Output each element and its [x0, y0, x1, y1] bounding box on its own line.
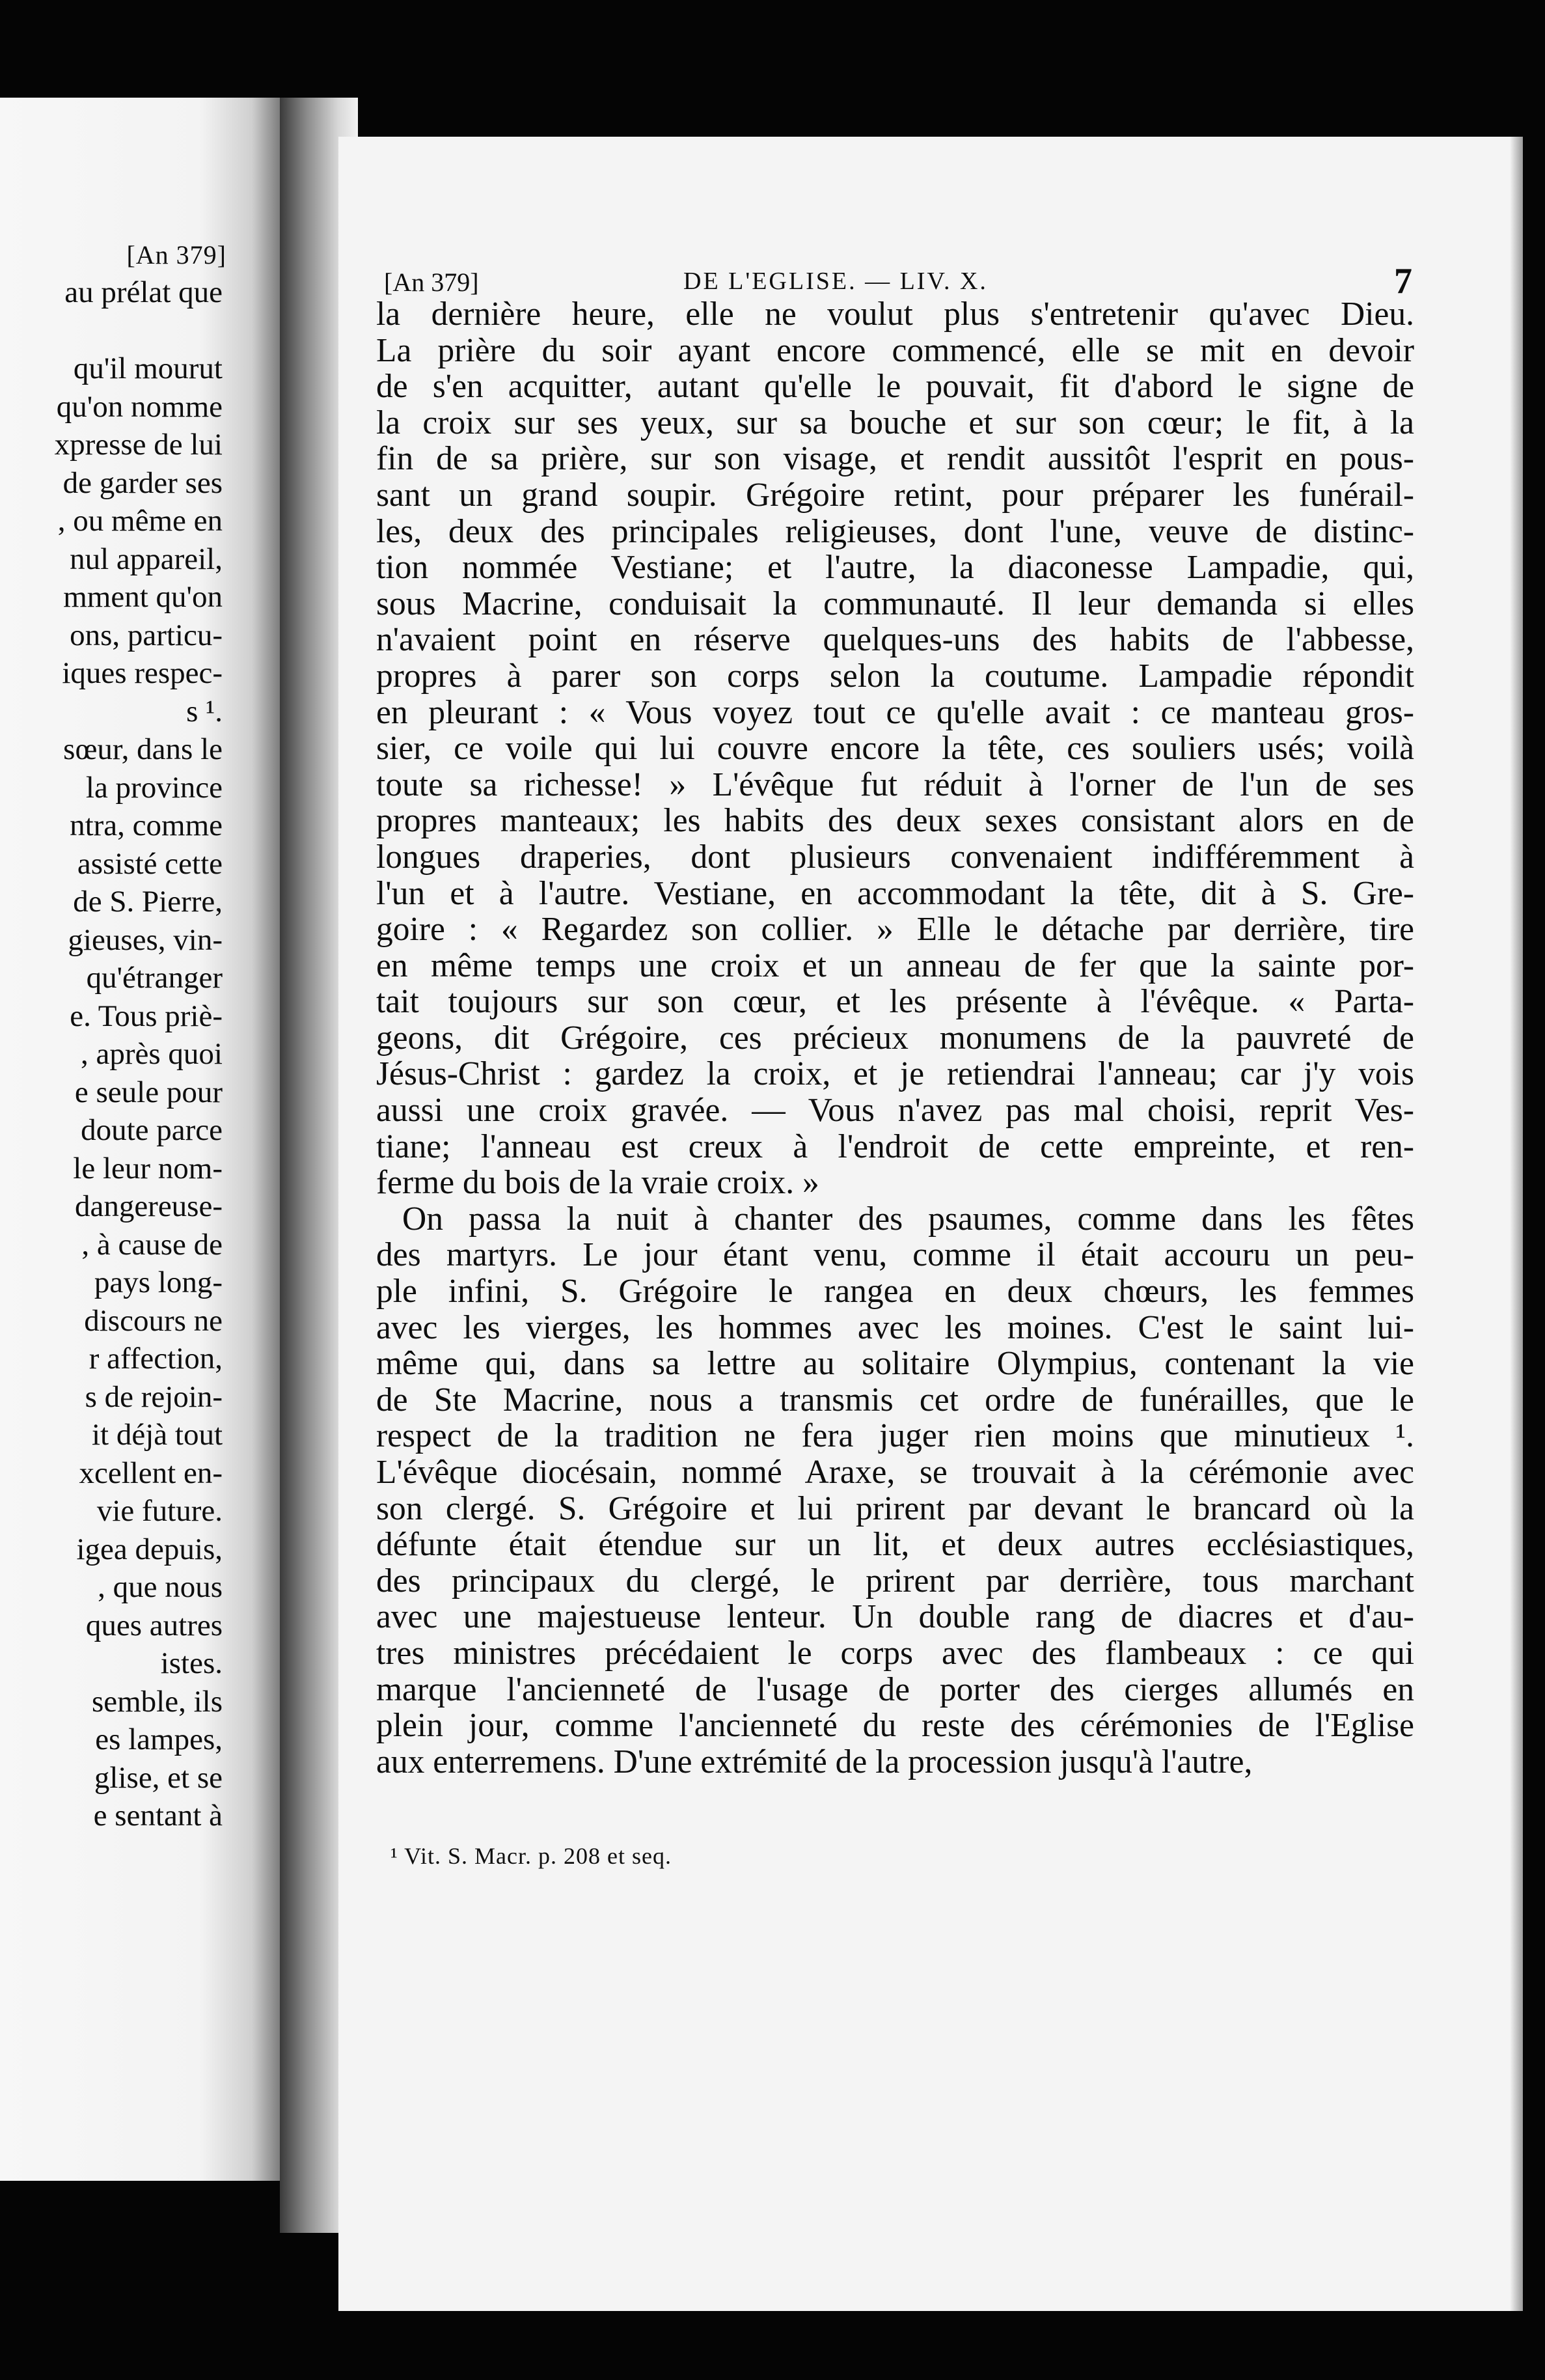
facing-page-line: la province	[85, 770, 223, 805]
facing-page-line: assisté cette	[77, 846, 223, 881]
text-line: aux enterremens. D'une extrémité de la procession jusqu'à l'autre,	[376, 1743, 1253, 1780]
facing-page-header: [An 379]	[126, 240, 226, 270]
facing-page-line: , que nous	[98, 1570, 223, 1604]
page-edge	[1510, 137, 1523, 2311]
text-line: ple infini, S. Grégoire le rangea en deux chœurs, les femmes	[376, 1273, 1414, 1310]
text-line: n'avaient point en réserve quelques-uns des habits de l'abbesse,	[376, 622, 1414, 658]
facing-page-line: e seule pour	[74, 1075, 223, 1109]
text-line: avec les vierges, les hommes avec les moines. C'est le saint lui-	[376, 1309, 1414, 1346]
facing-page-line: de garder ses	[62, 465, 223, 500]
facing-page-line: discours ne	[84, 1303, 223, 1338]
facing-page-line: le leur nom-	[73, 1151, 223, 1185]
facing-page-line: pays long-	[94, 1266, 223, 1299]
text-line: tres ministres précédaient le corps avec des flambeaux : ce qui	[376, 1635, 1414, 1672]
text-line: sant un grand soupir. Grégoire retint, pour préparer les funérail-	[376, 477, 1414, 514]
facing-page-line: iques respec-	[62, 656, 223, 690]
facing-page	[0, 98, 286, 2181]
facing-page-line: qu'étranger	[86, 961, 223, 995]
facing-page-line: qu'on nomme	[56, 389, 223, 424]
text-line: la croix sur ses yeux, sur sa bouche et sur son cœur; le fit, à la	[376, 404, 1414, 441]
text-line: défunte était étendue sur un lit, et deux autres ecclésiastiques,	[376, 1527, 1414, 1563]
facing-page-line: , ou même en	[57, 504, 223, 538]
facing-page-line: doute parce	[81, 1113, 223, 1147]
text-line: même qui, dans sa lettre au solitaire Olympius, contenant la vie	[376, 1346, 1414, 1382]
text-line: La prière du soir ayant encore commencé, elle se mit en devoir	[376, 332, 1414, 369]
facing-page-line: it déjà tout	[91, 1418, 223, 1452]
facing-page-line: ons, particu-	[70, 618, 223, 652]
text-line: toute sa richesse! » L'évêque fut réduit à l'orner de l'un de ses	[376, 766, 1414, 803]
facing-page-line: , à cause de	[81, 1227, 223, 1262]
facing-page-line: mment qu'on	[63, 580, 223, 614]
page-number: 7	[1394, 261, 1412, 301]
text-line: respect de la tradition ne fera juger rien moins que minutieux ¹.	[376, 1418, 1414, 1454]
text-line: aussi une croix gravée. — Vous n'avez pas mal choisi, reprit Ves-	[376, 1092, 1414, 1129]
facing-page-line: qu'il mourut	[73, 352, 223, 385]
text-line: L'évêque diocésain, nommé Araxe, se trouvait à la cérémonie avec	[376, 1454, 1414, 1491]
facing-page-line: e sentant à	[93, 1799, 223, 1833]
text-line: longues draperies, dont plusieurs convenaient indifféremment à	[376, 838, 1414, 876]
facing-page-line: s ¹.	[186, 694, 223, 728]
text-line: propres manteaux; les habits des deux sexes consistant alors en de	[376, 803, 1414, 839]
book-page	[338, 137, 1510, 2311]
text-line: tait toujours sur son cœur, et les présente à l'évêque. « Parta-	[376, 984, 1414, 1020]
text-line: en même temps une croix et un anneau de fer que la sainte por-	[376, 947, 1414, 984]
facing-page-line: au prélat que	[64, 275, 223, 309]
facing-page-line: sœur, dans le	[63, 732, 223, 766]
facing-page-line: e. Tous priè-	[70, 999, 223, 1033]
text-line: sier, ce voile qui lui couvre encore la tête, ces souliers usés; voilà	[376, 730, 1414, 767]
facing-page-line: istes.	[160, 1646, 223, 1680]
text-line: propres à parer son corps selon la coutume. Lampadie répondit	[376, 657, 1414, 695]
text-line: en pleurant : « Vous voyez tout ce qu'elle avait : ce manteau gros-	[376, 694, 1414, 731]
text-line: avec une majestueuse lenteur. Un double rang de diacres et d'au-	[376, 1599, 1414, 1635]
facing-page-line: s de rejoin-	[85, 1379, 223, 1414]
text-line: geons, dit Grégoire, ces précieux monumens de la pauvreté de	[376, 1019, 1414, 1057]
text-line: ferme du bois de la vraie croix. »	[376, 1165, 819, 1201]
text-line: tiane; l'anneau est creux à l'endroit de cette empreinte, et ren-	[376, 1128, 1414, 1165]
facing-page-line: vie future.	[96, 1494, 223, 1528]
facing-page-line: dangereuse-	[74, 1189, 223, 1223]
text-line: fin de sa prière, sur son visage, et rendit aussitôt l'esprit en pous-	[376, 441, 1414, 477]
facing-page-line: xcellent en-	[79, 1456, 223, 1490]
facing-page-line: es lampes,	[95, 1723, 223, 1756]
running-head-title: DE L'EGLISE. — LIV. X.	[683, 268, 988, 295]
facing-page-line: r affection,	[89, 1342, 223, 1376]
text-line: On passa la nuit à chanter des psaumes, comme dans les fêtes	[402, 1200, 1414, 1238]
facing-page-line: nul appareil,	[70, 542, 223, 576]
facing-page-line	[55, 312, 223, 350]
text-line: de s'en acquitter, autant qu'elle le pouvait, fit d'abord le signe de	[376, 368, 1414, 405]
facing-page-line: gieuses, vin-	[68, 922, 223, 957]
facing-page-line: ques autres	[85, 1608, 223, 1642]
text-line: Jésus-Christ : gardez la croix, et je retiendrai l'anneau; car j'y vois	[376, 1056, 1414, 1093]
running-head	[384, 260, 1412, 299]
text-line: l'un et à l'autre. Vestiane, en accommodant la tête, dit à S. Gre-	[376, 875, 1414, 912]
text-line: la dernière heure, elle ne voulut plus s'entretenir qu'avec Dieu.	[376, 296, 1414, 333]
facing-page-line: ntra, comme	[70, 809, 223, 842]
page-body-text	[376, 296, 1414, 1780]
text-line: des martyrs. Le jour étant venu, comme il était accouru un peu-	[376, 1237, 1414, 1274]
text-line: de Ste Macrine, nous a transmis cet ordre de funérailles, que le	[376, 1381, 1414, 1418]
facing-page-line: de S. Pierre,	[73, 885, 223, 919]
running-head-year: [An 379]	[384, 268, 479, 297]
facing-page-text	[55, 273, 223, 1835]
facing-page-line: semble, ils	[91, 1684, 223, 1719]
text-line: marque l'ancienneté de l'usage de porter des cierges allumés en	[376, 1671, 1414, 1708]
facing-page-line: xpresse de lui	[54, 428, 223, 462]
text-line: les, deux des principales religieuses, dont l'une, veuve de distinc-	[376, 513, 1414, 550]
text-line: plein jour, comme l'ancienneté du reste des cérémonies de l'Eglise	[376, 1708, 1414, 1744]
text-line: sous Macrine, conduisait la communauté. Il leur demanda si elles	[376, 585, 1414, 622]
footnote: ¹ Vit. S. Macr. p. 208 et seq.	[390, 1843, 672, 1869]
text-line: goire : « Regardez son collier. » Elle le détache par derrière, tire	[376, 911, 1414, 948]
facing-page-line: glise, et se	[94, 1760, 223, 1795]
facing-page-line: , après quoi	[81, 1037, 223, 1071]
text-line: son clergé. S. Grégoire et lui prirent par devant le brancard où la	[376, 1490, 1414, 1527]
facing-page-line: igea depuis,	[76, 1532, 223, 1566]
text-line: des principaux du clergé, le prirent par derrière, tous marchant	[376, 1562, 1414, 1599]
text-line: tion nommée Vestiane; et l'autre, la diaconesse Lampadie, qui,	[376, 549, 1414, 586]
